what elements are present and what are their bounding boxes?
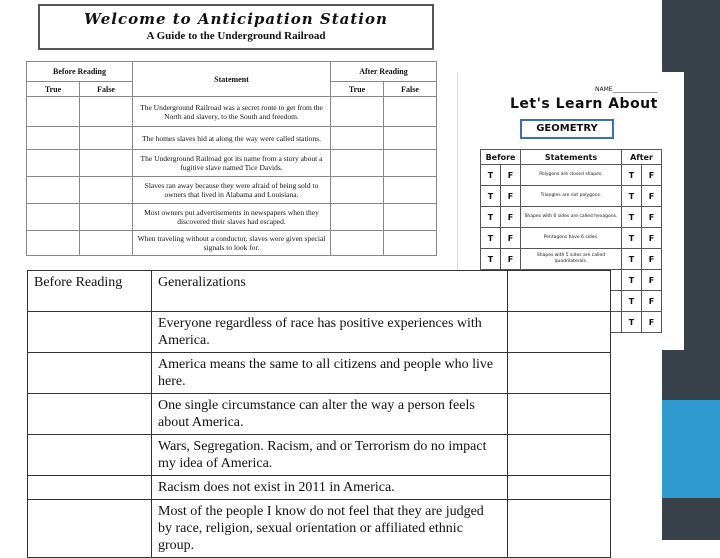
t-mark: T <box>481 207 501 228</box>
anticipation-title-box <box>38 4 434 50</box>
anticipation-title: Welcome to Anticipation Station <box>84 10 388 28</box>
anticipation-statement: Most owners put advertisements in newspapers when they discovered their slaves had escaped. <box>133 204 331 231</box>
f-mark: F <box>642 186 662 207</box>
generalization-statement: Most of the people I know do not feel that they are judged by race, religion, sexual orientation or affiliated ethnic group. <box>152 500 508 558</box>
anticipation-row <box>27 177 437 204</box>
anticipation-statement: The homes slaves hid at along the way were called stations. <box>133 127 331 150</box>
name-line: NAME_______________ <box>595 86 658 93</box>
anticipation-statement: When traveling without a conductor, slaves were given special signals to look for. <box>133 231 331 256</box>
after-false-header: False <box>384 82 437 97</box>
anticipation-row <box>27 97 437 127</box>
t-mark: T <box>481 228 501 249</box>
f-mark: F <box>501 207 521 228</box>
geometry-statement: Pentagons have 6 sides. <box>521 228 622 249</box>
geometry-after-header: After <box>622 150 662 165</box>
geometry-row <box>481 228 662 249</box>
generalization-statement: America means the same to all citizens and people who live here. <box>152 353 508 394</box>
anticipation-row <box>27 231 437 256</box>
f-mark: F <box>642 291 662 312</box>
geometry-row <box>481 186 662 207</box>
geometry-statement: Triangles are not polygons. <box>521 186 622 207</box>
anticipation-subtitle: A Guide to the Underground Railroad <box>146 30 326 42</box>
generalization-row <box>28 394 611 435</box>
generalization-row <box>28 500 611 558</box>
t-mark: T <box>622 165 642 186</box>
anticipation-before-header: Before Reading <box>27 62 133 82</box>
t-mark: T <box>622 228 642 249</box>
generalization-statement: One single circumstance can alter the way a person feels about America. <box>152 394 508 435</box>
before-false-header: False <box>80 82 133 97</box>
geometry-before-header: Before <box>481 150 521 165</box>
f-mark: F <box>642 249 662 270</box>
f-mark: F <box>642 270 662 291</box>
anticipation-statement: The Underground Railroad got its name from a story about a fugitive slave named Tice Davids. <box>133 150 331 177</box>
geometry-statement: Polygons are closed shapes. <box>521 165 622 186</box>
slide-side-accent <box>662 400 720 498</box>
generalization-row <box>28 476 611 500</box>
geometry-row <box>481 249 662 270</box>
after-true-header: True <box>331 82 384 97</box>
geometry-statement: Shapes with 5 sides are called quadrilaterals. <box>521 249 622 270</box>
anticipation-statement-header: Statement <box>133 62 331 97</box>
anticipation-row <box>27 204 437 231</box>
anticipation-after-header: After Reading <box>331 62 437 82</box>
anticipation-statement: Slaves ran away because they were afraid of being sold to owners that lived in Alabama and Louisiana. <box>133 177 331 204</box>
t-mark: T <box>622 186 642 207</box>
generalization-row <box>28 312 611 353</box>
f-mark: F <box>501 228 521 249</box>
t-mark: T <box>622 291 642 312</box>
before-true-header: True <box>27 82 80 97</box>
anticipation-row <box>27 150 437 177</box>
generalization-statement: Racism does not exist in 2011 in America. <box>152 476 508 500</box>
t-mark: T <box>622 312 642 333</box>
geometry-row <box>481 165 662 186</box>
f-mark: F <box>501 186 521 207</box>
t-mark: T <box>481 249 501 270</box>
t-mark: T <box>622 207 642 228</box>
generalization-statement: Everyone regardless of race has positive experiences with America. <box>152 312 508 353</box>
anticipation-row <box>27 127 437 150</box>
t-mark: T <box>481 186 501 207</box>
t-mark: T <box>481 165 501 186</box>
generalization-row <box>28 435 611 476</box>
generalizations-header-row <box>28 271 611 312</box>
t-mark: T <box>622 249 642 270</box>
generalization-statement: Wars, Segregation. Racism, and or Terrorism do no impact my idea of America. <box>152 435 508 476</box>
geometry-statement: Shapes with 6 sides are called hexagons. <box>521 207 622 228</box>
anticipation-table <box>26 61 437 256</box>
f-mark: F <box>642 165 662 186</box>
geometry-statements-header: Statements <box>521 150 622 165</box>
generalizations-table <box>27 270 611 558</box>
f-mark: F <box>501 165 521 186</box>
f-mark: F <box>642 207 662 228</box>
f-mark: F <box>642 312 662 333</box>
t-mark: T <box>622 270 642 291</box>
generalizations-header: Generalizations <box>152 271 508 312</box>
geometry-topic-box: GEOMETRY <box>520 119 614 139</box>
lets-learn-heading: Let's Learn About <box>510 96 658 112</box>
before-reading-header: Before Reading <box>28 271 152 312</box>
anticipation-statement: The Underground Railroad was a secret route to get from the North and slavery, to the South and freedom. <box>133 97 331 127</box>
f-mark: F <box>501 249 521 270</box>
generalization-row <box>28 353 611 394</box>
after-column-header <box>508 271 611 312</box>
geometry-row <box>481 207 662 228</box>
f-mark: F <box>642 228 662 249</box>
